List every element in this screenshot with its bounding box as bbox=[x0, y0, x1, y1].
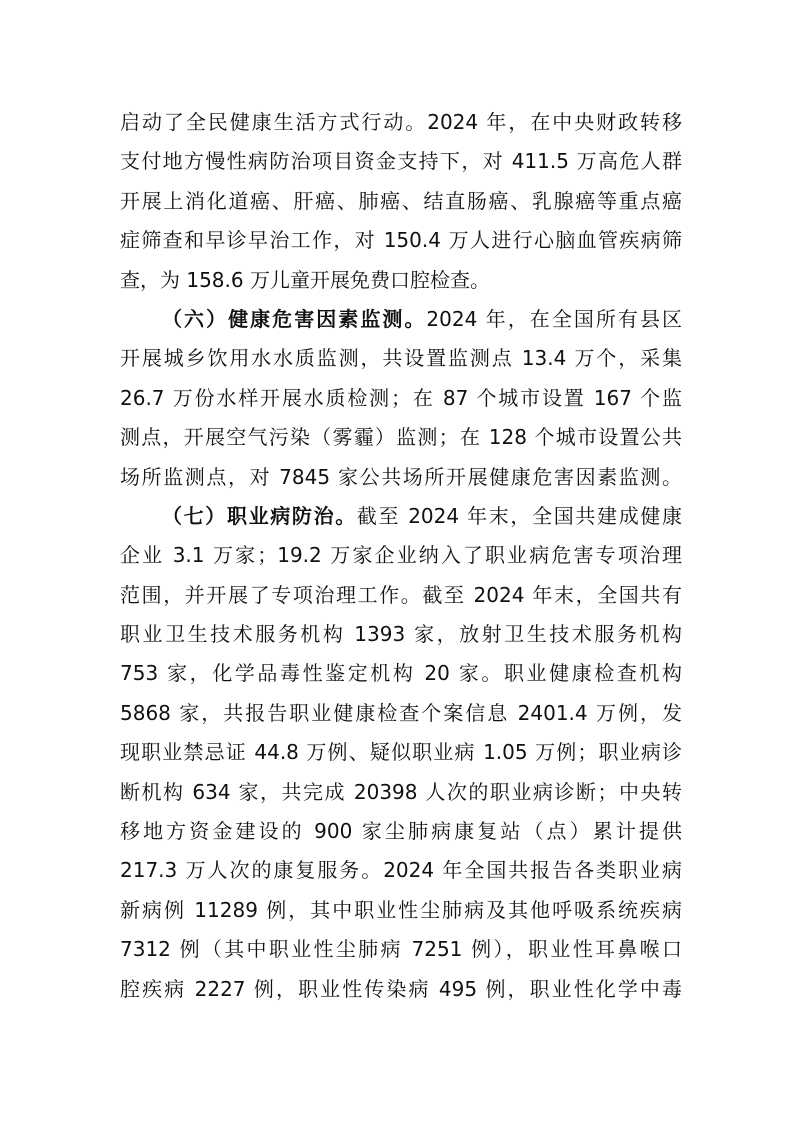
section-heading: （七）职业病防治。 bbox=[162, 503, 357, 528]
text-line: 测点，开展空气污染（雾霾）监测；在 128 个城市设置公共 bbox=[120, 425, 682, 450]
text-line: 7312 例（其中职业性尘肺病 7251 例），职业性耳鼻喉口 bbox=[120, 937, 682, 962]
text-line: 移地方资金建设的 900 家尘肺病康复站（点）累计提供 bbox=[120, 819, 682, 844]
text-line: 断机构 634 家，共完成 20398 人次的职业病诊断；中央转 bbox=[120, 779, 682, 804]
text-line: 现职业禁忌证 44.8 万例、疑似职业病 1.05 万例；职业病诊 bbox=[120, 740, 682, 765]
paragraph-occupational-disease bbox=[120, 497, 682, 1009]
text-line bbox=[120, 300, 682, 339]
text-line: 腔疾病 2227 例，职业性传染病 495 例，职业性化学中毒 bbox=[120, 976, 682, 1001]
text-line: 217.3 万人次的康复服务。2024 年全国共报告各类职业病 bbox=[120, 858, 682, 883]
text-line: 开展上消化道癌、肝癌、肺癌、结直肠癌、乳腺癌等重点癌 bbox=[120, 188, 682, 213]
text-line bbox=[120, 497, 682, 536]
text-line: 症筛查和早诊早治工作，对 150.4 万人进行心脑血管疾病筛 bbox=[120, 228, 682, 253]
text-line: 查，为 158.6 万儿童开展免费口腔检查。 bbox=[120, 267, 490, 292]
text-run: 2024 年，在全国所有县区 bbox=[426, 306, 682, 331]
text-line: 企业 3.1 万家；19.2 万家企业纳入了职业病危害专项治理 bbox=[120, 543, 682, 568]
text-line: 范围，并开展了专项治理工作。截至 2024 年末，全国共有 bbox=[120, 582, 682, 607]
text-line: 启动了全民健康生活方式行动。2024 年，在中央财政转移 bbox=[120, 110, 682, 134]
section-heading: （六）健康危害因素监测。 bbox=[162, 306, 427, 331]
text-line: 新病例 11289 例，其中职业性尘肺病及其他呼吸系统疾病 bbox=[120, 897, 682, 922]
text-line: 场所监测点，对 7845 家公共场所开展健康危害因素监测。 bbox=[120, 464, 682, 489]
text-line: 职业卫生技术服务机构 1393 家，放射卫生技术服务机构 bbox=[120, 622, 682, 647]
text-line: 支付地方慢性病防治项目资金支持下，对 411.5 万高危人群 bbox=[120, 149, 682, 174]
text-line: 5868 家，共报告职业健康检查个案信息 2401.4 万例，发 bbox=[120, 700, 682, 725]
paragraph-health-hazard-monitoring bbox=[120, 300, 682, 497]
text-line: 开展城乡饮用水水质监测，共设置监测点 13.4 万个，采集 bbox=[120, 346, 682, 371]
paragraph-chronic-disease bbox=[120, 103, 682, 300]
text-line: 26.7 万份水样开展水质检测；在 87 个城市设置 167 个监 bbox=[120, 385, 682, 410]
document-page bbox=[120, 103, 682, 1009]
text-line: 753 家，化学品毒性鉴定机构 20 家。职业健康检查机构 bbox=[120, 661, 682, 686]
text-run: 截至 2024 年末，全国共建成健康 bbox=[356, 503, 682, 528]
